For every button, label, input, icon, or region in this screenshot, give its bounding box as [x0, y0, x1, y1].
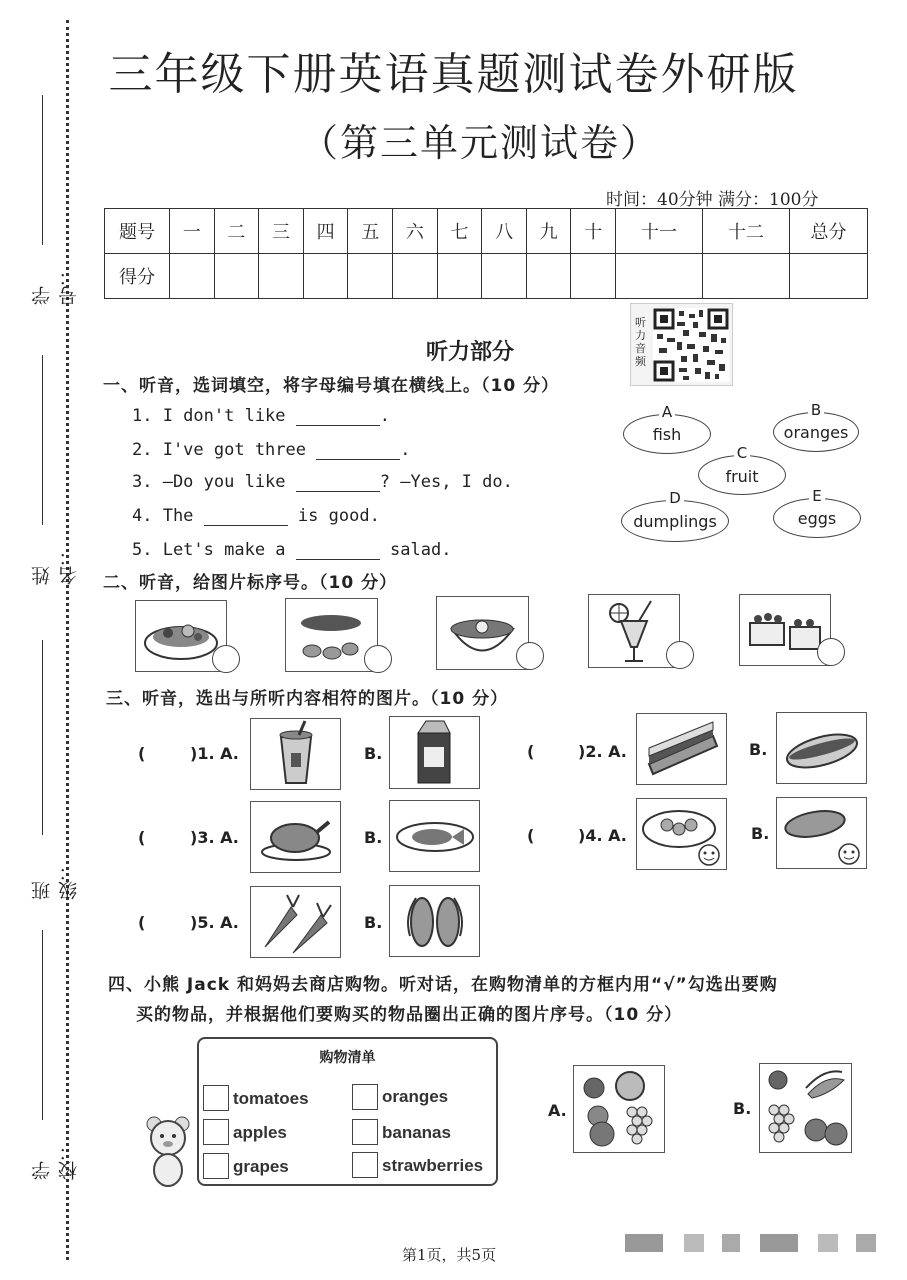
score-header-cell: 六 — [393, 209, 438, 254]
option-key: C — [734, 444, 750, 462]
score-cell[interactable] — [437, 254, 482, 299]
choice-b-label: B. — [733, 1099, 752, 1118]
score-header-cell: 七 — [437, 209, 482, 254]
hotdog-icon — [777, 713, 866, 783]
school-field[interactable] — [22, 930, 80, 1180]
option-d — [621, 489, 729, 542]
s1-item-text: . — [400, 440, 411, 460]
number-circle[interactable] — [516, 642, 544, 670]
milk-carton-icon — [390, 717, 479, 788]
binding-line — [66, 20, 69, 1260]
option-b — [773, 401, 859, 452]
dumplings-plate-picture[interactable] — [636, 798, 727, 870]
fruit-set-b-icon — [760, 1064, 851, 1152]
q3-item-4-b: B. — [751, 824, 770, 843]
score-cell[interactable] — [526, 254, 571, 299]
checkbox-oranges[interactable] — [352, 1084, 378, 1110]
bubble-tea-icon — [251, 719, 340, 789]
option-key: B — [808, 401, 824, 419]
s1-item-text: 5. Let's make a — [132, 540, 286, 560]
q3-item-2-num: )2. A. — [578, 742, 627, 761]
score-row — [105, 254, 868, 299]
score-cell[interactable] — [214, 254, 259, 299]
s1-item-text: 4. The — [132, 506, 194, 526]
score-header-cell: 二 — [214, 209, 259, 254]
s1-item-3 — [132, 472, 513, 492]
s1-item-text: . — [379, 406, 391, 426]
student-no-label: 学号： — [31, 267, 80, 305]
s1-item-text: 2. I've got three — [132, 440, 306, 460]
checkbox-apples[interactable] — [203, 1119, 229, 1145]
number-circle[interactable] — [817, 638, 845, 666]
qr-label: 听力音频 — [635, 316, 646, 368]
fish-icon — [390, 801, 479, 871]
score-cell[interactable] — [571, 254, 616, 299]
answer-paren[interactable]: ( — [138, 913, 146, 932]
listening-heading: 听力部分 — [426, 340, 515, 365]
checkbox-tomatoes[interactable] — [203, 1085, 229, 1111]
option-key: E — [809, 487, 824, 505]
student-no-line[interactable] — [42, 95, 43, 245]
carrots-picture[interactable] — [250, 886, 341, 958]
answer-blank[interactable] — [296, 544, 380, 560]
bear-icon — [142, 1114, 198, 1190]
score-header-cell: 三 — [259, 209, 304, 254]
checkbox-strawberries[interactable] — [352, 1152, 378, 1178]
milk-carton-picture[interactable] — [389, 716, 480, 789]
blurred-watermark — [722, 1234, 740, 1252]
option-key: A — [659, 403, 675, 421]
score-row-label: 得分 — [105, 254, 170, 299]
bear-picture — [142, 1114, 198, 1194]
fruit-set-b-picture[interactable] — [759, 1063, 852, 1153]
section4-title-line2: 买的物品，并根据他们要购买的物品圈出正确的图片序号。（10 分） — [136, 1005, 683, 1025]
score-header-cell: 九 — [526, 209, 571, 254]
blurred-watermark — [684, 1234, 704, 1252]
class-label: 班级： — [31, 862, 80, 900]
score-cell[interactable] — [790, 254, 868, 299]
option-word: eggs — [797, 509, 837, 528]
number-circle[interactable] — [364, 645, 392, 673]
answer-blank[interactable] — [204, 510, 288, 526]
option-key: D — [666, 489, 684, 507]
q3-item-1-b: B. — [364, 744, 383, 763]
school-line[interactable] — [42, 930, 43, 1120]
list-item-label: bananas — [382, 1123, 451, 1142]
section1-title: 一、听音，选词填空，将字母编号填在横线上。（10 分） — [103, 376, 560, 396]
name-field[interactable] — [22, 355, 80, 585]
score-header-cell: 一 — [170, 209, 215, 254]
number-circle[interactable] — [666, 641, 694, 669]
s1-item-5 — [132, 540, 451, 560]
checkbox-grapes[interactable] — [203, 1153, 229, 1179]
page-title: 三年级下册英语真题测试卷外研版 — [108, 49, 799, 100]
answer-blank[interactable] — [296, 410, 380, 426]
list-item-label: tomatoes — [233, 1089, 309, 1108]
class-line[interactable] — [42, 640, 43, 835]
list-item-label: grapes — [233, 1157, 289, 1176]
score-header-cell: 五 — [348, 209, 393, 254]
q3-item-5-b: B. — [364, 913, 383, 932]
name-label: 姓名： — [31, 547, 80, 585]
score-header-cell: 十一 — [616, 209, 703, 254]
blurred-watermark — [818, 1234, 838, 1252]
score-header-row — [105, 209, 868, 254]
s1-item-4 — [132, 506, 380, 526]
answer-blank[interactable] — [316, 444, 400, 460]
s1-item-2 — [132, 440, 411, 460]
q3-item-3-b: B. — [364, 828, 383, 847]
number-circle[interactable] — [212, 645, 240, 673]
score-table — [104, 208, 868, 299]
q3-item-5-num: )5. A. — [190, 913, 239, 932]
checkbox-bananas[interactable] — [352, 1119, 378, 1145]
page-footer: 第1页，共5页 — [402, 1246, 497, 1264]
list-item-label: strawberries — [382, 1156, 484, 1175]
option-e — [773, 487, 861, 538]
score-cell[interactable] — [259, 254, 304, 299]
score-header-cell: 题号 — [105, 209, 170, 254]
shopping-list-title: 购物清单 — [319, 1050, 376, 1066]
s1-item-text: ? —Yes, I do. — [379, 472, 513, 492]
list-item-label: oranges — [382, 1087, 449, 1106]
score-cell[interactable] — [482, 254, 527, 299]
corn-icon — [390, 886, 479, 956]
fish-picture[interactable] — [389, 800, 480, 872]
s1-item-text: 1. I don't like — [132, 406, 286, 426]
score-header-cell: 十二 — [702, 209, 789, 254]
option-word: oranges — [783, 423, 849, 442]
name-line[interactable] — [42, 355, 43, 525]
q3-item-3-num: )3. A. — [190, 828, 239, 847]
section3-title: 三、听音，选出与所听内容相符的图片。（10 分） — [106, 689, 509, 709]
score-cell[interactable] — [702, 254, 789, 299]
score-cell[interactable] — [170, 254, 215, 299]
fruit-set-a-picture[interactable] — [573, 1065, 665, 1153]
student-no-field[interactable] — [22, 95, 80, 305]
score-cell[interactable] — [393, 254, 438, 299]
answer-paren[interactable]: ( — [527, 742, 535, 761]
choice-a-label: A. — [548, 1101, 567, 1120]
qr-code-icon — [653, 308, 729, 382]
score-header-cell: 四 — [303, 209, 348, 254]
option-word: fish — [652, 425, 682, 444]
score-cell[interactable] — [616, 254, 703, 299]
score-header-cell: 十 — [571, 209, 616, 254]
sandwich-picture[interactable] — [636, 713, 727, 785]
s1-item-text: is good. — [297, 506, 380, 526]
q3-item-1-num: )1. A. — [190, 744, 239, 763]
fruit-set-a-icon — [574, 1066, 664, 1152]
bread-icon — [777, 798, 866, 868]
s1-item-text: salad. — [390, 540, 452, 560]
bowl-icon — [437, 597, 528, 669]
q3-item-2-b: B. — [749, 740, 768, 759]
q3-item-4-num: )4. A. — [578, 826, 627, 845]
blurred-watermark — [760, 1234, 798, 1252]
s1-item-1 — [132, 406, 390, 426]
blurred-watermark — [856, 1234, 876, 1252]
answer-paren[interactable]: ( — [138, 744, 146, 763]
score-header-cell: 八 — [482, 209, 527, 254]
answer-paren[interactable]: ( — [527, 826, 535, 845]
shopping-list — [197, 1037, 498, 1186]
noodles-picture — [436, 596, 529, 670]
dumplings-icon — [637, 799, 726, 869]
list-item-label: apples — [233, 1123, 287, 1142]
score-cell[interactable] — [348, 254, 393, 299]
time-info: 时间：40分钟 满分：100分 — [606, 190, 819, 210]
section2-title: 二、听音，给图片标序号。（10 分） — [103, 573, 398, 593]
option-a — [623, 403, 711, 454]
answer-paren[interactable]: ( — [138, 828, 146, 847]
hotdog-picture[interactable] — [776, 712, 867, 784]
s1-item-text: 3. —Do you like — [132, 472, 286, 492]
roast-chicken-picture[interactable] — [250, 801, 341, 873]
score-cell[interactable] — [303, 254, 348, 299]
score-header-cell: 总分 — [790, 209, 868, 254]
bubble-tea-picture[interactable] — [250, 718, 341, 790]
option-word: dumplings — [633, 512, 717, 531]
class-field[interactable] — [22, 640, 80, 900]
option-word: fruit — [725, 467, 759, 486]
corn-picture[interactable] — [389, 885, 480, 957]
carrot-icon — [251, 887, 340, 957]
blurred-watermark — [625, 1234, 663, 1252]
sandwich-icon — [637, 714, 726, 784]
page-subtitle: （第三单元测试卷） — [300, 121, 661, 165]
answer-blank[interactable] — [296, 476, 380, 492]
section4-title-line1: 四、小熊 Jack 和妈妈去商店购物。听对话，在购物清单的方框内用“√”勾选出要购 — [108, 975, 778, 995]
school-label: 学校： — [31, 1142, 80, 1180]
chicken-icon — [251, 802, 340, 872]
qr-code[interactable] — [630, 303, 733, 386]
bread-picture[interactable] — [776, 797, 867, 869]
